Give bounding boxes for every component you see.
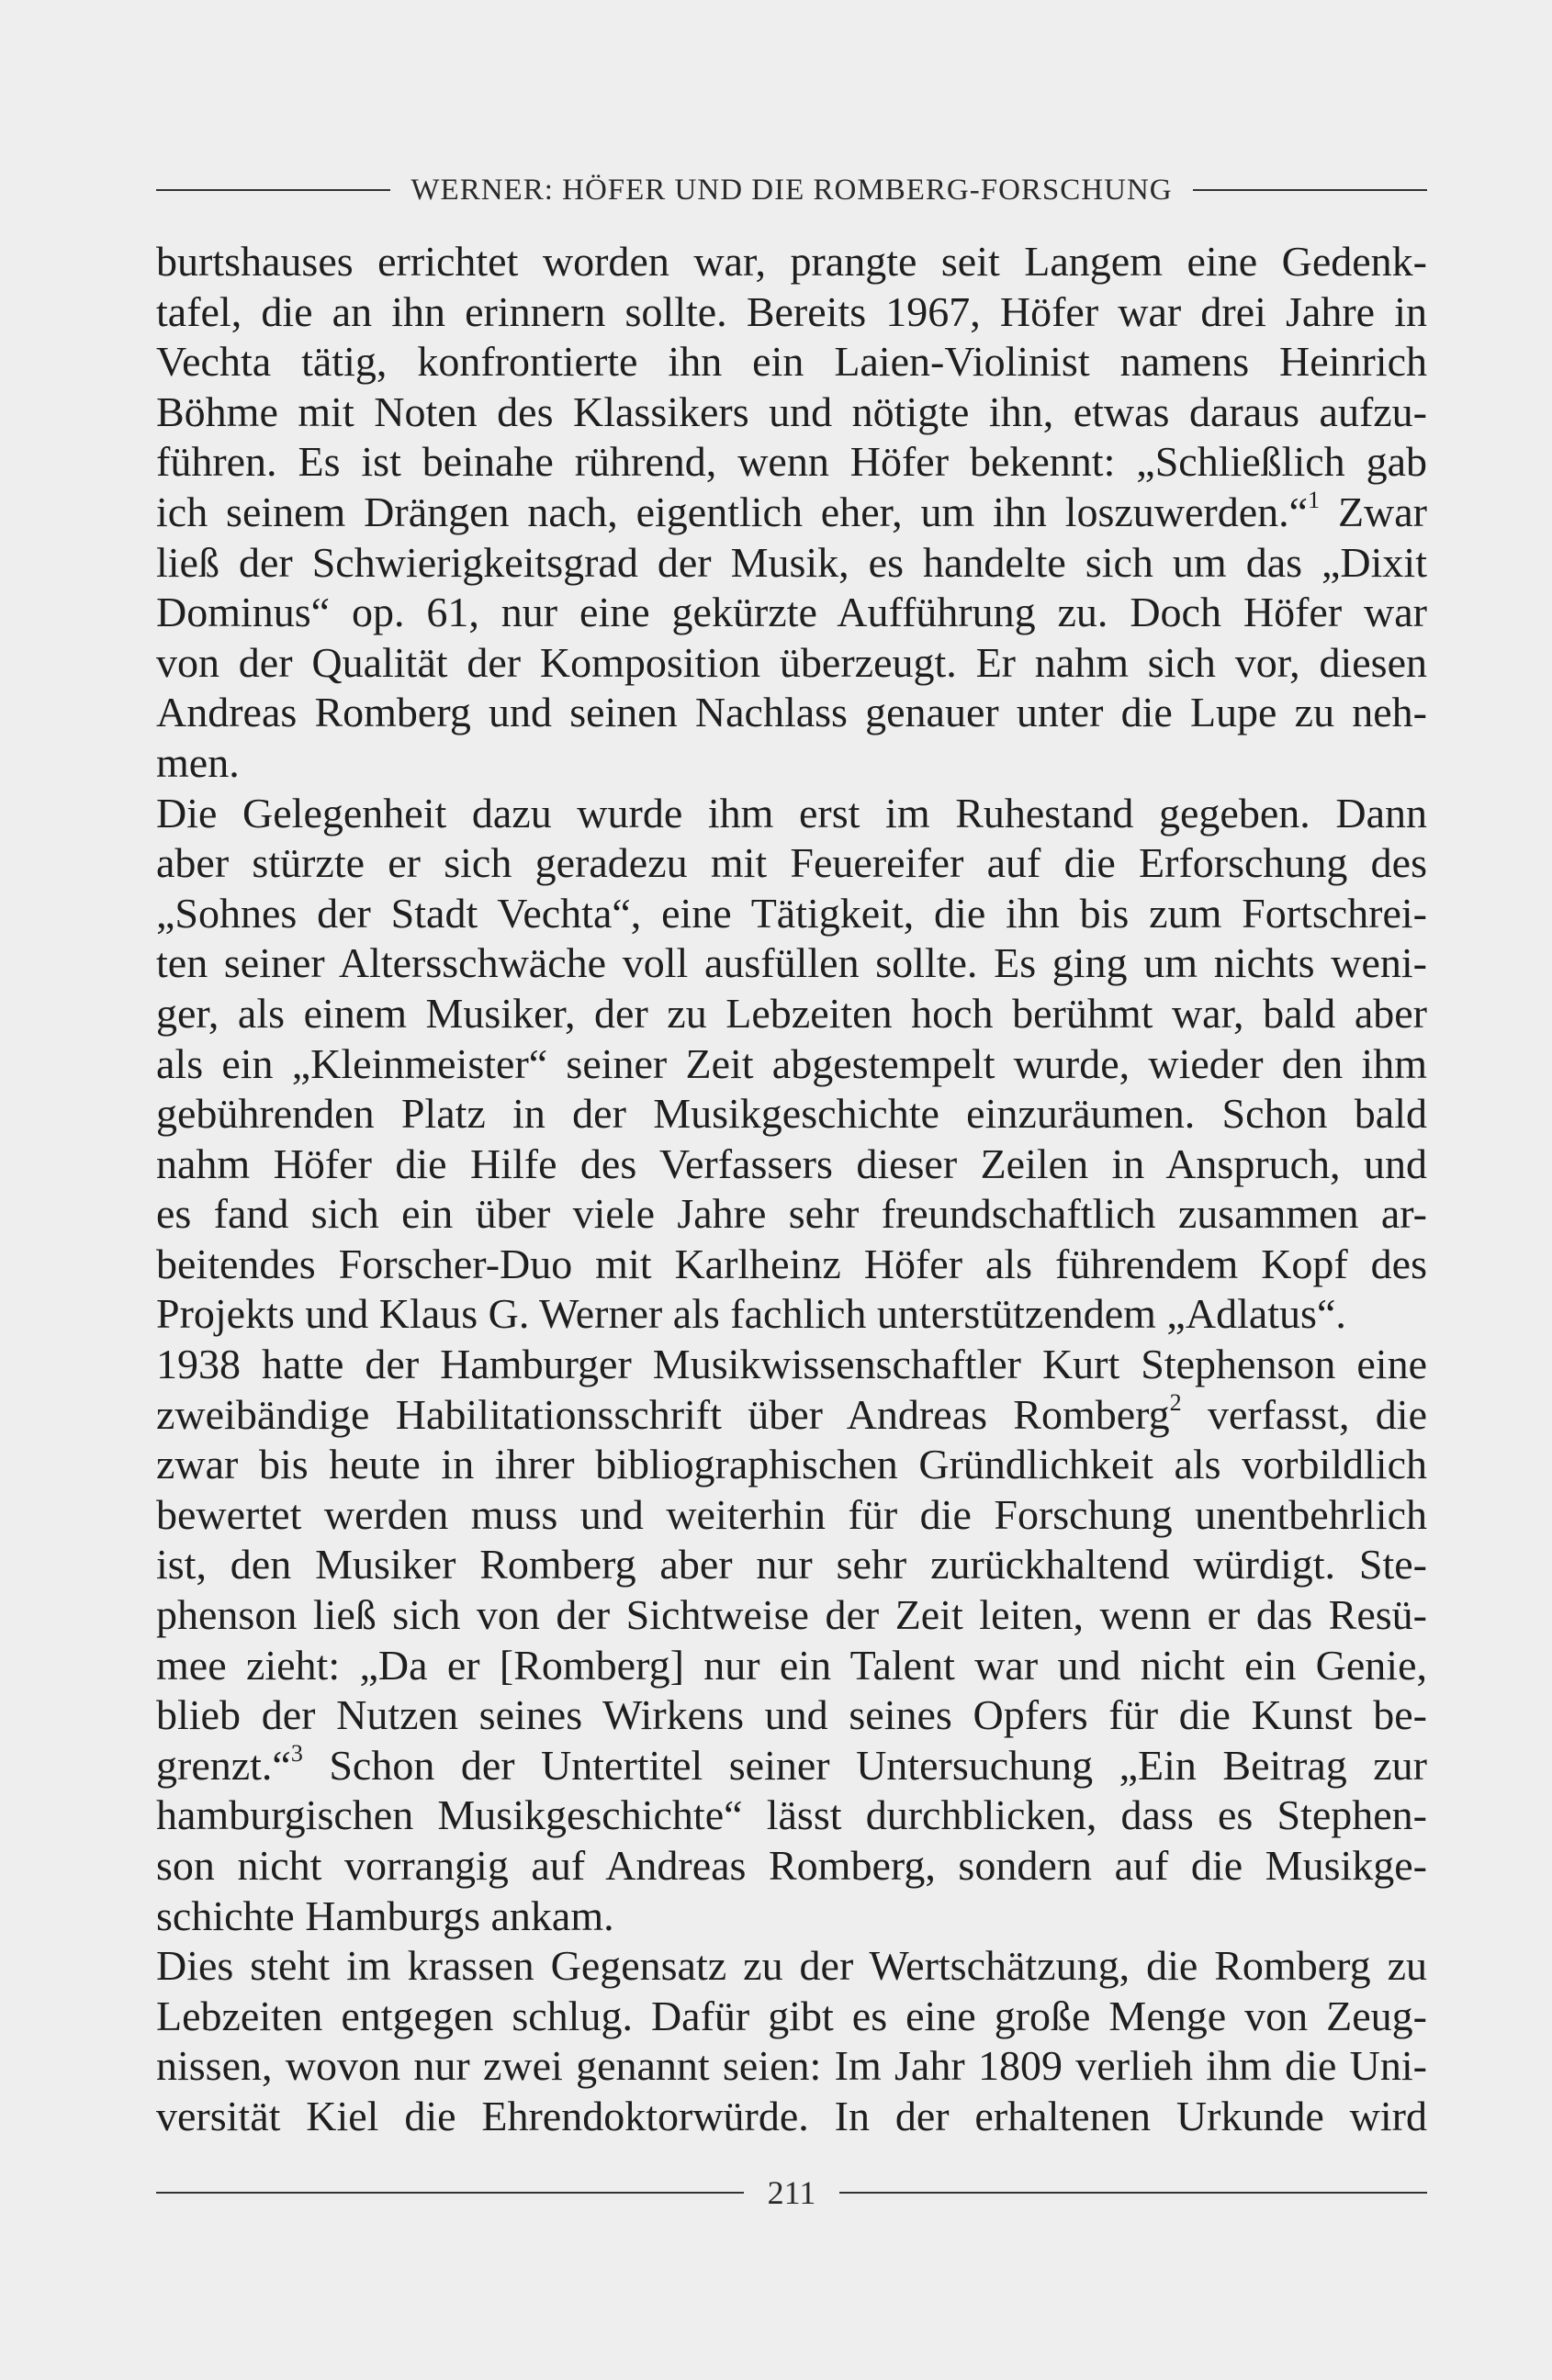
line-text: Lebzeiten entgegen schlug. Dafür gibt es eine große Menge von Zeug- [156, 1992, 1427, 2039]
text-line [156, 1641, 1427, 1691]
text-line [156, 1741, 1427, 1791]
text-line [156, 437, 1427, 488]
running-head [156, 167, 1427, 213]
footnote-marker: 2 [1169, 1389, 1182, 1416]
line-text-continued: Zwar [1320, 488, 1427, 535]
line-text: als ein „Kleinmeister“ seiner Zeit abgestempelt wurde, wieder den ihm [156, 1039, 1427, 1087]
line-text: Die Gelegenheit dazu wurde ihm erst im Ruhestand gegeben. Dann [156, 789, 1427, 836]
page-number: 211 [767, 2174, 816, 2211]
text-line [156, 488, 1427, 538]
text-line [156, 1289, 1427, 1340]
line-text: ten seiner Altersschwäche voll ausfüllen sollte. Es ging um nichts weni- [156, 939, 1427, 987]
text-line [156, 1089, 1427, 1139]
line-text: aber stürzte er sich geradezu mit Feuereifer auf die Erforschung des [156, 839, 1427, 887]
line-text: „Sohnes der Stadt Vechta“, eine Tätigkeit, die ihn bis zum Fortschrei- [156, 889, 1427, 937]
body-text [156, 237, 1427, 2142]
line-text: ließ der Schwierigkeitsgrad der Musik, es handelte sich um das „Dixit [156, 538, 1427, 586]
text-line [156, 789, 1427, 839]
line-text: von der Qualität der Komposition überzeugt. Er nahm sich vor, diesen [156, 638, 1427, 686]
text-line [156, 1690, 1427, 1741]
text-line [156, 1340, 1427, 1390]
line-text: zwar bis heute in ihrer bibliographischen Gründlichkeit als vorbildlich [156, 1441, 1427, 1488]
text-line [156, 638, 1427, 689]
text-line [156, 1540, 1427, 1590]
text-line [156, 838, 1427, 889]
text-line [156, 1189, 1427, 1240]
line-text: gebührenden Platz in der Musikgeschichte einzuräumen. Schon bald [156, 1090, 1427, 1138]
footer-rule-left [156, 2192, 744, 2194]
running-head-rule-right [1193, 189, 1427, 191]
text-line [156, 1039, 1427, 1090]
line-text: men. [156, 738, 240, 786]
line-text: Böhme mit Noten des Klassikers und nötigte ihn, etwas daraus aufzu- [156, 387, 1427, 435]
text-line [156, 287, 1427, 338]
line-text: 1938 hatte der Hamburger Musikwissenschaftler Kurt Stephenson eine [156, 1341, 1427, 1388]
footer-rule-right [839, 2192, 1427, 2194]
line-text: son nicht vorrangig auf Andreas Romberg, sondern auf die Musikge- [156, 1842, 1427, 1889]
text-line [156, 989, 1427, 1039]
line-text: Projekts und Klaus G. Werner als fachlich unterstützendem „Adlatus“. [156, 1290, 1346, 1338]
line-text: tafel, die an ihn erinnern sollte. Bereits 1967, Höfer war drei Jahre in [156, 287, 1427, 335]
text-line [156, 1992, 1427, 2042]
text-line [156, 688, 1427, 738]
text-line [156, 337, 1427, 387]
line-text: nahm Höfer die Hilfe des Verfassers dieser Zeilen in Anspruch, und [156, 1139, 1427, 1187]
line-text-continued: Schon der Untertitel seiner Untersuchung „Ein Beitrag zur [302, 1741, 1427, 1789]
text-line [156, 1440, 1427, 1490]
line-text: führen. Es ist beinahe rührend, wenn Höfer bekennt: „Schließlich gab [156, 438, 1427, 486]
line-text: zweibändige Habilitationsschrift über Andreas Romberg [156, 1390, 1170, 1438]
line-text: Dominus“ op. 61, nur eine gekürzte Aufführung zu. Doch Höfer war [156, 589, 1427, 636]
text-line [156, 738, 1427, 789]
text-line [156, 2092, 1427, 2142]
line-text: ist, den Musiker Romberg aber nur sehr zurückhaltend würdigt. Ste- [156, 1541, 1427, 1589]
line-text: schichte Hamburgs ankam. [156, 1892, 614, 1939]
line-text: ger, als einem Musiker, der zu Lebzeiten hoch berühmt war, bald aber [156, 989, 1427, 1037]
line-text: Dies steht im krassen Gegensatz zu der Wertschätzung, die Romberg zu [156, 1942, 1427, 1990]
text-line [156, 1490, 1427, 1541]
footnote-marker: 3 [290, 1740, 303, 1767]
line-text-continued: verfasst, die [1181, 1390, 1427, 1438]
line-text: mee zieht: „Da er [Romberg] nur ein Talent war und nicht ein Genie, [156, 1641, 1427, 1689]
text-line [156, 1841, 1427, 1892]
page-footer [156, 2170, 1427, 2216]
line-text: versität Kiel die Ehrendoktorwürde. In der erhaltenen Urkunde wird [156, 2092, 1427, 2139]
line-text: burtshauses errichtet worden war, prangte seit Langem eine Gedenk- [156, 238, 1427, 285]
line-text: Vechta tätig, konfrontierte ihn ein Laien-Violinist namens Heinrich [156, 338, 1427, 386]
text-line [156, 2041, 1427, 2092]
line-text: ich seinem Drängen nach, eigentlich eher, um ihn loszuwerden.“ [156, 488, 1309, 535]
text-line [156, 1590, 1427, 1641]
text-line [156, 1390, 1427, 1441]
text-line [156, 889, 1427, 939]
line-text: grenzt.“ [156, 1741, 291, 1789]
footnote-marker: 1 [1308, 487, 1321, 513]
text-line [156, 938, 1427, 989]
text-line [156, 588, 1427, 638]
text-line [156, 1240, 1427, 1290]
line-text: beitendes Forscher-Duo mit Karlheinz Höfer als führendem Kopf des [156, 1240, 1427, 1287]
text-line [156, 538, 1427, 589]
running-head-title: WERNER: HÖFER UND DIE ROMBERG-FORSCHUNG [410, 173, 1173, 207]
running-head-rule-left [156, 189, 390, 191]
text-line [156, 1791, 1427, 1841]
line-text: nissen, wovon nur zwei genannt seien: Im Jahr 1809 verlieh ihm die Uni- [156, 2042, 1427, 2090]
line-text: blieb der Nutzen seines Wirkens und seines Opfers für die Kunst be- [156, 1691, 1427, 1739]
line-text: hamburgischen Musikgeschichte“ lässt durchblicken, dass es Stephen- [156, 1791, 1427, 1839]
text-line [156, 387, 1427, 438]
line-text: Andreas Romberg und seinen Nachlass genauer unter die Lupe zu neh- [156, 689, 1427, 736]
text-line [156, 1892, 1427, 1942]
text-line [156, 1941, 1427, 1992]
line-text: es fand sich ein über viele Jahre sehr freundschaftlich zusammen ar- [156, 1190, 1427, 1238]
text-line [156, 237, 1427, 287]
line-text: phenson ließ sich von der Sichtweise der Zeit leiten, wenn er das Resü- [156, 1591, 1427, 1639]
text-line [156, 1139, 1427, 1190]
line-text: bewertet werden muss und weiterhin für die Forschung unentbehrlich [156, 1490, 1427, 1538]
